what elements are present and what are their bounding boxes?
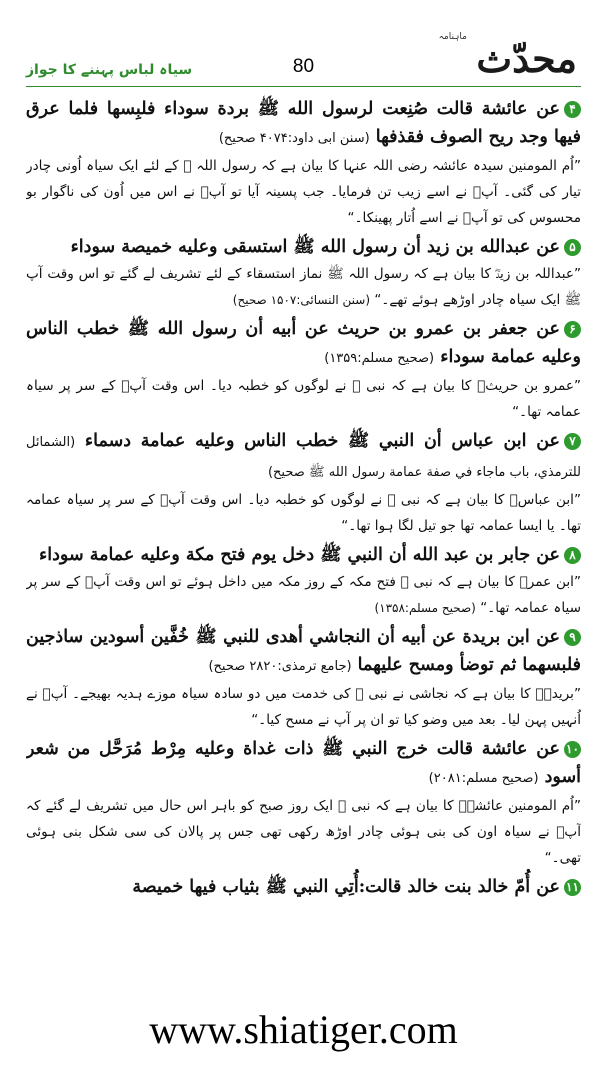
hadith-number-badge: ۷	[564, 433, 581, 450]
hadith-source-reference: (صحیح مسلم:۱۳۵۹)	[324, 351, 435, 366]
hadith-arabic-text	[26, 735, 581, 793]
hadith-urdu-translation	[26, 373, 581, 425]
hadith-source-reference: (صحیح مسلم:۲۰۸۱)	[428, 771, 539, 786]
hadith-arabic-body: عن أُمّ خالد بنت خالد قالت:أُتِي النبي ﷺ بثياب فيها خميصة	[132, 877, 560, 897]
hadith-urdu-body: ”ابن عباسؓ کا بیان ہے کہ نبی ﷺ نے لوگوں کو خطبہ دیا۔ اس وقت آپؐ کے سر پر سیاہ عمامہ تھا۔ یا ایسا عمامہ تھا جو تیل لگا ہوا تھا۔“	[26, 492, 581, 534]
hadith-urdu-translation	[26, 569, 581, 621]
hadith-arabic-text	[26, 315, 581, 373]
hadith-entry	[26, 95, 581, 231]
hadith-list	[26, 95, 581, 975]
hadith-arabic-body: عن عبدالله بن زيد أن رسول الله ﷺ استسقى وعليه خميصة سوداء	[70, 237, 560, 257]
hadith-urdu-body: ”عبداللہ بن زیدؓ کا بیان ہے کہ رسول اللہ ﷺ نماز استسقاء کے لئے تشریف لے گئے تو اس وقت آپ ﷺ ایک سیاہ چادر اوڑھے ہوئے تھے۔“	[26, 266, 581, 308]
hadith-entry	[26, 623, 581, 733]
hadith-number-badge: ۶	[564, 321, 581, 338]
logo-subtitle: ماہنامہ	[438, 32, 467, 42]
hadith-arabic-text	[26, 427, 581, 487]
hadith-number-badge: ۸	[564, 547, 581, 564]
hadith-number-badge: ۴	[564, 101, 581, 118]
hadith-arabic-text	[26, 873, 581, 901]
hadith-source-reference: (سنن النسائی:۱۵۰۷ صحیح)	[232, 293, 371, 307]
hadith-entry	[26, 541, 581, 621]
hadith-entry	[26, 315, 581, 425]
hadith-arabic-body: عن ابن بريدة عن أبيه أن النجاشي أهدى للنبي ﷺ خُفَّين أسودين ساذجين فلبسهما ثم توضأ ومسح عليهما	[26, 627, 581, 675]
header-divider	[26, 86, 581, 87]
hadith-entry	[26, 233, 581, 313]
hadith-urdu-translation	[26, 487, 581, 539]
hadith-source-reference: (صحیح مسلم:۱۳۵۸)	[374, 601, 476, 615]
hadith-entry	[26, 873, 581, 901]
hadith-arabic-text	[26, 623, 581, 681]
hadith-urdu-translation	[26, 793, 581, 871]
footer-website-url: www.shiatiger.com	[149, 1007, 458, 1052]
hadith-number-badge: ۹	[564, 629, 581, 646]
hadith-source-reference: (سنن ابی داود:۴۰۷۴ صحیح)	[218, 131, 370, 146]
hadith-urdu-body: ”ابن عمرؓ کا بیان ہے کہ نبی ﷺ فتح مکہ کے روز مکہ میں داخل ہوئے تو اس وقت آپؐ کے سر پر سیاہ عمامہ تھا۔“	[26, 574, 581, 616]
hadith-arabic-body: عن عائشة قالت خرج النبي ﷺ ذات غداة وعليه مِرْط مُرَحَّل من شعر أسود	[26, 739, 581, 787]
chapter-title: سیاہ لباس پہننے کا جواز	[26, 62, 193, 78]
page-number: 80	[292, 56, 315, 77]
hadith-arabic-body: عن ابن عباس أن النبي ﷺ خطب الناس وعليه عمامة دسماء	[84, 431, 560, 451]
hadith-urdu-body: ”اُم المومنین عائشہؓ کا بیان ہے کہ نبی ﷺ ایک روز صبح کو باہر اس حال میں تشریف لے گئے کہ آپؐ نے سیاہ اون کی بنی ہوئی چادر اوڑھ رکھی تھی جس پر پالان کی سی شکل بنی ہوئی تھی۔“	[26, 798, 581, 866]
hadith-urdu-body: ”بریدہؓ کا بیان ہے کہ نجاشی نے نبی ﷺ کی خدمت میں دو سادہ سیاہ موزے ہدیہ بھیجے۔ آپؐ نے اُنہیں پہن لیا۔ بعد میں وضو کیا تو ان پر آپ نے مسح کیا۔“	[26, 686, 581, 728]
hadith-number-badge: ۱۱	[564, 879, 581, 896]
hadith-number-badge: ۵	[564, 239, 581, 256]
hadith-urdu-translation	[26, 681, 581, 733]
hadith-source-reference: (جامع ترمذی:۲۸۲۰ صحیح)	[208, 659, 352, 674]
hadith-urdu-body: ”اُم المومنین سیدہ عائشہ رضی اللہ عنہا کا بیان ہے کہ رسول اللہ ﷺ کے لئے ایک سیاہ اُونی چادر تیار کی گئی۔ آپؐ نے اسے زیب تن فرمایا۔ جب پسینہ آیا تو آپؐ نے اس میں اُون کی ناگوار بو محسوس کی تو آپؐ نے اسے اُتار پھینکا۔“	[26, 158, 581, 226]
hadith-arabic-text	[26, 233, 581, 261]
hadith-source-reference: (الشمائل للترمذي، باب ماجاء في صفة عمامة رسول الله ﷺ صحیح)	[26, 435, 581, 480]
hadith-arabic-text	[26, 541, 581, 569]
hadith-urdu-body: ”عمرو بن حریثؓ کا بیان ہے کہ نبی ﷺ نے لوگوں کو خطبہ دیا۔ اس وقت آپؐ کے سر پر سیاہ عمامہ تھا۔“	[26, 378, 581, 420]
magazine-logo: محدّث	[476, 36, 577, 81]
hadith-number-badge: ۱۰	[564, 741, 581, 758]
hadith-urdu-translation	[26, 153, 581, 231]
hadith-arabic-body: عن عائشة قالت صُنِعت لرسول الله ﷺ بردة سوداء فلبِسها فلما عرق فيها وجد ريح الصوف فقذفها	[26, 99, 581, 147]
hadith-arabic-text	[26, 95, 581, 153]
hadith-urdu-translation	[26, 261, 581, 313]
hadith-arabic-body: عن جعفر بن عمرو بن حريث عن أبيه أن رسول الله ﷺ خطب الناس وعليه عمامة سوداء	[26, 319, 581, 367]
hadith-entry	[26, 735, 581, 871]
page-header	[0, 0, 607, 95]
hadith-arabic-body: عن جابر بن عبد الله أن النبي ﷺ دخل يوم فتح مكة وعليه عمامة سوداء	[39, 545, 560, 565]
hadith-entry	[26, 427, 581, 539]
